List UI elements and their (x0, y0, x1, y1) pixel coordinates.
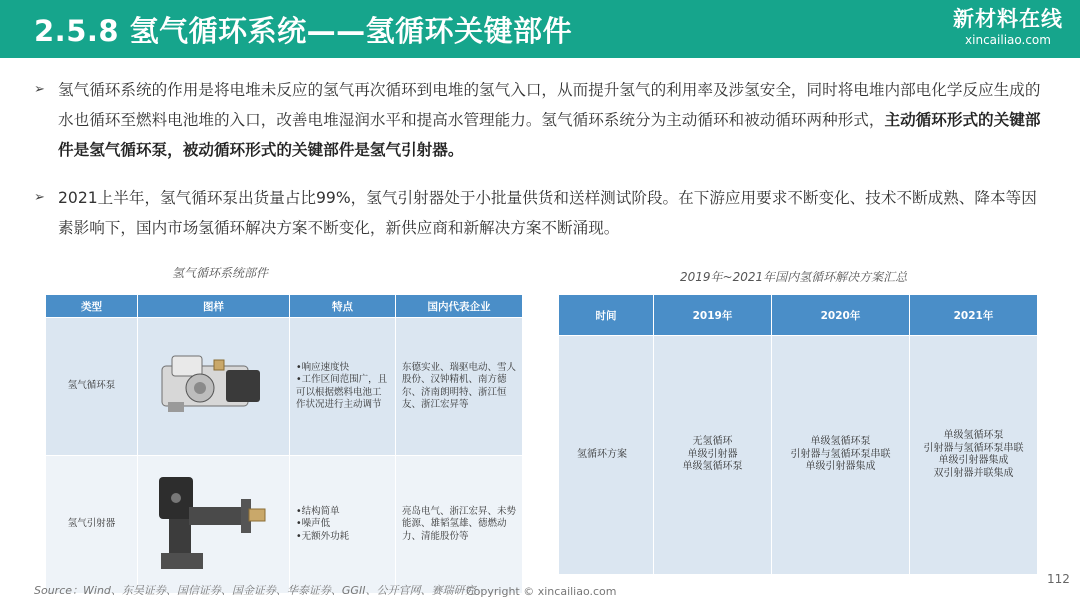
page-title: 2.5.8 氢气循环系统——氢循环关键部件 (34, 14, 573, 48)
cell-image (138, 318, 290, 456)
cell-companies: 东德实业、瑞驱电动、雪人股份、汉钟精机、南方德尔、济南朗明特、浙江恒友、浙江宏昇等 (396, 318, 523, 456)
table-header-row (559, 295, 1038, 336)
table-row (46, 456, 523, 594)
cell-2021: 单级氢循环泵 引射器与氢循环泵串联 单级引射器集成 双引射器并联集成 (910, 336, 1038, 575)
page-number: 112 (1047, 572, 1070, 586)
row-label: 氢循环方案 (559, 336, 654, 575)
logo-text-cn: 新材料在线 (953, 7, 1063, 31)
col-header-2021: 2021年 (910, 295, 1038, 336)
col-header-features: 特点 (290, 295, 396, 318)
col-header-type: 类型 (46, 295, 138, 318)
bullet-1-bold-text: 主动循环形式的关键部件是氢气循环泵，被动循环形式的关键部件是氢气引射器。 (58, 111, 1041, 159)
components-table (45, 294, 523, 594)
cell-features: •响应速度快 •工作区间范围广，且可以根据燃料电池工作状况进行主动调节 (290, 318, 396, 456)
col-header-time: 时间 (559, 295, 654, 336)
cell-2020: 单级氢循环泵 引射器与氢循环泵串联 单级引射器集成 (772, 336, 910, 575)
cell-image (138, 456, 290, 594)
table1-caption: 氢气循环系统部件 (172, 266, 269, 280)
table-row (46, 318, 523, 456)
bullet-1-text: 氢气循环系统的作用是将电堆未反应的氢气再次循环到电堆的氢气入口，从而提升氢气的利用率及涉氢安全，同时将电堆内部电化学反应生成的水也循环至燃料电池堆的入口，改善电堆湿润水平和提高水管理能力。氢气循环系统分为主动循环和被动循环两种形式， (58, 81, 1041, 129)
bullet-arrow-icon: ➢ (34, 190, 45, 205)
bullet-paragraph-1 (34, 75, 1044, 165)
brand-logo (948, 6, 1068, 54)
logo-text-en: xincailiao.com (965, 33, 1051, 47)
bullet-arrow-icon: ➢ (34, 82, 45, 97)
cell-type: 氢气引射器 (46, 456, 138, 594)
table2-caption: 2019年~2021年国内氢循环解决方案汇总 (680, 270, 908, 284)
cell-2019: 无氢循环 单级引射器 单级氢循环泵 (654, 336, 772, 575)
hydrogen-ejector-image (149, 467, 279, 577)
col-header-companies: 国内代表企业 (396, 295, 523, 318)
bullet-2-text: 2021上半年，氢气循环泵出货量占比99%，氢气引射器处于小批量供货和送样测试阶段。在下游应用要求不断变化、技术不断成熟、降本等因素影响下，国内市场氢循环解决方案不断变化，新供应商和新解决方案不断涌现。 (58, 189, 1037, 237)
solutions-table (558, 294, 1038, 575)
header-bar (0, 0, 1080, 58)
cell-features: •结构简单 •噪声低 •无额外功耗 (290, 456, 396, 594)
table-row (559, 336, 1038, 575)
col-header-image: 图样 (138, 295, 290, 318)
col-header-2020: 2020年 (772, 295, 910, 336)
cell-companies: 亮岛电气、浙江宏昇、未势能源、雄韬氢雄、德燃动力、清能股份等 (396, 456, 523, 594)
hydrogen-pump-image (154, 344, 274, 424)
cell-type: 氢气循环泵 (46, 318, 138, 456)
source-note: Source：Wind、东吴证券、国信证券、国金证券、华泰证券、GGII、公开官网、赛瑞研究 (34, 584, 476, 597)
table-header-row (46, 295, 523, 318)
copyright-note: Copyright © xincailiao.com (466, 585, 617, 598)
col-header-2019: 2019年 (654, 295, 772, 336)
bullet-paragraph-2 (34, 183, 1044, 243)
